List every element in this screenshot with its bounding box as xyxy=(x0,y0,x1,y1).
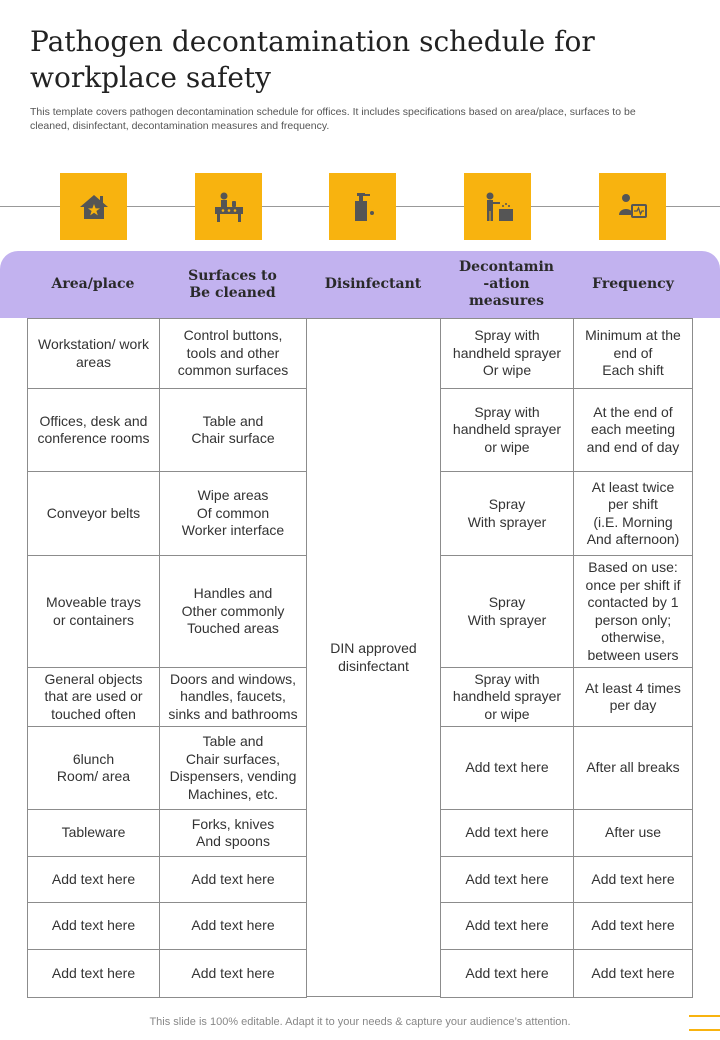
header-surfaces: Surfaces to Be cleaned xyxy=(188,267,277,301)
cell-frequency: After use xyxy=(573,809,693,857)
cell-area: Conveyor belts xyxy=(27,471,160,556)
cell-measures: Add text here xyxy=(440,809,574,857)
cell-measures: Spray with handheld sprayer or wipe xyxy=(440,667,574,727)
cell-measures: Add text here xyxy=(440,856,574,903)
cell-area: Offices, desk and conference rooms xyxy=(27,388,160,472)
cell-surfaces: Table and Chair surface xyxy=(159,388,307,472)
cell-area: Tableware xyxy=(27,809,160,857)
page-subtitle: This template covers pathogen decontamination schedule for offices. It includes specifications based on area/place, surfaces to be cleaned, disinfectant, decontamination measures and frequency. xyxy=(30,106,636,132)
cell-surfaces: Table and Chair surfaces, Dispensers, vending Machines, etc. xyxy=(159,726,307,810)
cell-surfaces: Add text here xyxy=(159,949,307,998)
cell-frequency: After all breaks xyxy=(573,726,693,810)
surfaces-icon-box xyxy=(195,173,262,240)
footer-note: This slide is 100% editable. Adapt it to your needs & capture your audience’s attention. xyxy=(149,1016,571,1028)
cell-surfaces: Handles and Other commonly Touched areas xyxy=(159,555,307,668)
cell-frequency: Add text here xyxy=(573,902,693,950)
cell-frequency: At least twice per shift (i.E. Morning And afternoon) xyxy=(573,471,693,556)
cell-measures: Spray With sprayer xyxy=(440,471,574,556)
cell-frequency: Add text here xyxy=(573,949,693,998)
monitor-user-icon xyxy=(615,189,651,225)
cell-measures: Add text here xyxy=(440,726,574,810)
cell-surfaces: Wipe areas Of common Worker interface xyxy=(159,471,307,556)
cell-surfaces: Forks, knives And spoons xyxy=(159,809,307,857)
disinfectant-icon-box xyxy=(329,173,396,240)
cell-frequency: Add text here xyxy=(573,856,693,903)
header-area-place: Area/place xyxy=(51,276,135,292)
cell-measures: Add text here xyxy=(440,902,574,950)
cell-area: Workstation/ work areas xyxy=(27,318,160,389)
cell-area: Add text here xyxy=(27,902,160,950)
corner-mark-line-1 xyxy=(689,1015,720,1017)
cell-frequency: At least 4 times per day xyxy=(573,667,693,727)
cell-measures: Spray with handheld sprayer or wipe xyxy=(440,388,574,472)
cell-surfaces: Add text here xyxy=(159,856,307,903)
header-disinfectant: Disinfectant xyxy=(324,276,422,292)
disinfectant-merged-cell: DIN approved disinfectant xyxy=(306,318,441,997)
cell-frequency: Based on use: once per shift if contacted by 1 person only; otherwise, between users xyxy=(573,555,693,668)
cell-surfaces: Doors and windows, handles, faucets, sinks and bathrooms xyxy=(159,667,307,727)
disinfectant-spray-icon xyxy=(345,189,381,225)
cell-measures: Add text here xyxy=(440,949,574,998)
worker-spraying-icon xyxy=(480,189,516,225)
house-icon xyxy=(76,189,112,225)
cell-surfaces: Control buttons, tools and other common surfaces xyxy=(159,318,307,389)
cell-area: Add text here xyxy=(27,856,160,903)
cell-measures: Spray With sprayer xyxy=(440,555,574,668)
cell-measures: Spray with handheld sprayer Or wipe xyxy=(440,318,574,389)
corner-mark-line-2 xyxy=(689,1029,720,1031)
cell-frequency: At the end of each meeting and end of day xyxy=(573,388,693,472)
page-title: Pathogen decontamination schedule for workplace safety xyxy=(30,25,595,94)
cell-surfaces: Add text here xyxy=(159,902,307,950)
header-measures: Decontamin -ation measures xyxy=(459,259,554,309)
header-frequency: Frequency xyxy=(592,276,674,292)
cell-area: 6lunch Room/ area xyxy=(27,726,160,810)
cell-area: General objects that are used or touched often xyxy=(27,667,160,727)
frequency-icon-box xyxy=(599,173,666,240)
cleaning-table-icon xyxy=(211,189,247,225)
measures-icon-box xyxy=(464,173,531,240)
cell-area: Add text here xyxy=(27,949,160,998)
cell-frequency: Minimum at the end of Each shift xyxy=(573,318,693,389)
cell-area: Moveable trays or containers xyxy=(27,555,160,668)
area-icon-box xyxy=(60,173,127,240)
